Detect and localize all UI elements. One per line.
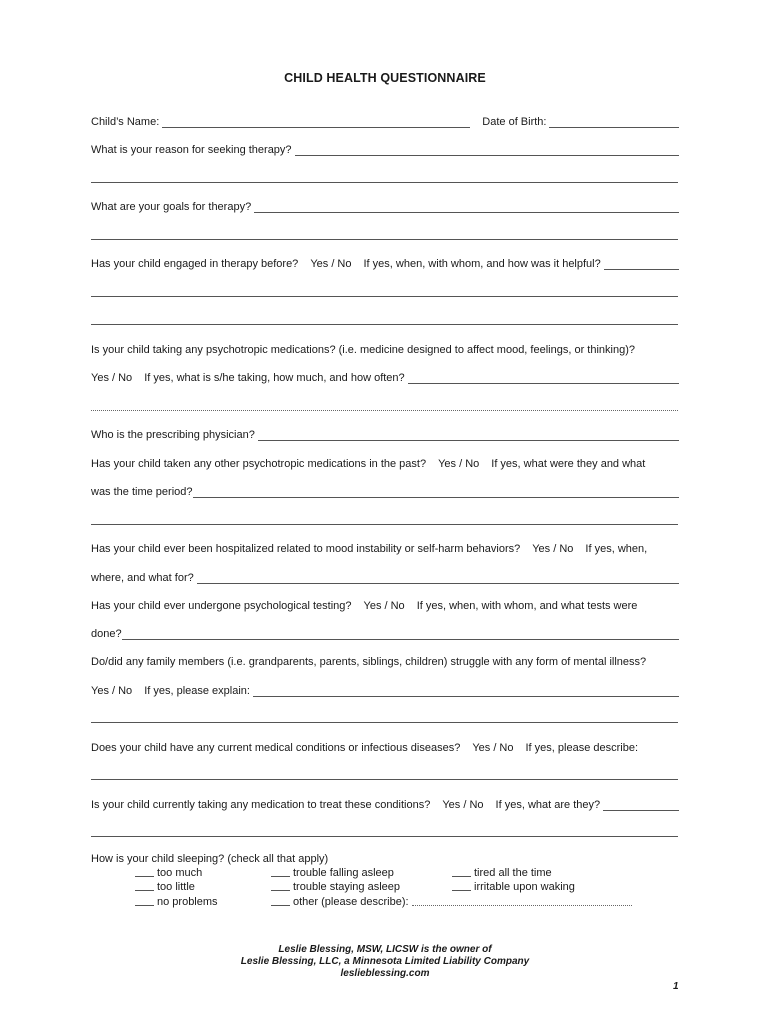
psych-meds-field[interactable] [408,383,679,384]
checkbox-line[interactable] [135,905,154,906]
prescriber-question: Who is the prescribing physician? [91,429,255,441]
goals-row [91,198,679,214]
psych-meds-row [91,341,679,357]
testing-cont-row [91,625,679,641]
family-answer-line[interactable] [91,722,678,723]
dob-label: Date of Birth: [482,116,547,128]
sleep-option-trouble-falling-asleep[interactable] [271,867,394,879]
prior-therapy-field[interactable] [604,269,679,270]
goals-question: What are your goals for therapy? [91,201,252,213]
hospitalized-followup: If yes, when, [585,543,648,555]
family-row [91,653,679,669]
past-meds-cont: was the time period? [91,486,193,498]
prior-therapy-row [91,255,679,271]
checkbox-line[interactable] [271,876,290,877]
sleep-option-irritable[interactable] [452,881,575,893]
testing-field[interactable] [122,639,679,640]
reason-question: What is your reason for seeking therapy? [91,144,292,156]
footer-company: Leslie Blessing, LLC, a Minnesota Limited Liability Company [240,956,530,967]
checkbox-line[interactable] [452,876,471,877]
hospitalized-row [91,540,679,556]
family-followup-row [91,682,679,698]
hospitalized-cont-row [91,569,679,585]
medication-question: Is your child currently taking any medication to treat these conditions? [91,799,431,811]
medical-question: Does your child have any current medical conditions or infectious diseases? [91,742,461,754]
family-yes-no[interactable]: Yes / No [91,685,133,697]
testing-yes-no[interactable]: Yes / No [363,600,405,612]
medical-row [91,739,679,755]
goals-field[interactable] [254,212,679,213]
child-info-row [91,113,679,129]
medication-answer-line[interactable] [91,836,678,837]
medical-yes-no[interactable]: Yes / No [472,742,514,754]
checkbox-line[interactable] [271,905,290,906]
sleep-other-field[interactable] [412,905,632,906]
prior-therapy-answer-line-2[interactable] [91,324,678,325]
testing-row [91,597,679,613]
family-question: Do/did any family members (i.e. grandparents, parents, siblings, children) struggle with any form of mental illness? [91,656,647,668]
prescriber-row [91,426,679,442]
sleep-option-label: trouble falling asleep [293,867,394,879]
past-meds-row [91,455,679,471]
medical-answer-line[interactable] [91,779,678,780]
testing-cont: done? [91,628,122,640]
past-meds-answer-line[interactable] [91,524,678,525]
sleep-option-tired[interactable] [452,867,552,879]
family-field[interactable] [253,696,679,697]
psych-meds-answer-line[interactable] [91,410,678,411]
sleep-option-label: too much [157,867,203,879]
psych-meds-followup-row [91,369,679,385]
checkbox-line[interactable] [135,890,154,891]
medical-followup: If yes, please describe: [525,742,639,754]
dob-field[interactable] [549,127,679,128]
checkbox-line[interactable] [135,876,154,877]
medication-field[interactable] [603,810,679,811]
page-number: 1 [673,981,679,992]
sleep-option-label: no problems [157,896,218,908]
past-meds-yes-no[interactable]: Yes / No [438,458,480,470]
sleep-option-other[interactable] [271,896,632,908]
sleep-option-no-problems[interactable] [135,896,218,908]
sleep-option-label: tired all the time [474,867,552,879]
reason-row [91,141,679,157]
goals-answer-line[interactable] [91,239,678,240]
prior-therapy-followup: If yes, when, with whom, and how was it helpful? [363,258,601,270]
past-meds-question: Has your child taken any other psychotropic medications in the past? [91,458,427,470]
prior-therapy-answer-line-1[interactable] [91,296,678,297]
past-meds-followup: If yes, what were they and what [491,458,646,470]
hospitalized-field[interactable] [197,583,679,584]
sleep-option-label: other (please describe): [293,896,409,908]
hospitalized-cont: where, and what for? [91,572,194,584]
prior-therapy-yes-no[interactable]: Yes / No [310,258,352,270]
sleep-question: How is your child sleeping? (check all that apply) [91,853,329,865]
hospitalized-yes-no[interactable]: Yes / No [532,543,574,555]
sleep-option-too-much[interactable] [135,867,202,879]
page-title: CHILD HEALTH QUESTIONNAIRE [284,71,486,85]
psych-meds-question: Is your child taking any psychotropic medications? (i.e. medicine designed to affect mood, feelings, or thinking)? [91,344,635,356]
testing-question: Has your child ever undergone psychological testing? [91,600,352,612]
child-name-field[interactable] [162,127,470,128]
psych-meds-yes-no[interactable]: Yes / No [91,372,133,384]
checkbox-line[interactable] [452,890,471,891]
medication-followup: If yes, what are they? [495,799,601,811]
past-meds-field[interactable] [193,497,680,498]
reason-answer-line[interactable] [91,182,678,183]
sleep-option-label: too little [157,881,195,893]
footer-website: leslieblessing.com [340,968,430,979]
sleep-option-too-little[interactable] [135,881,195,893]
family-followup: If yes, please explain: [144,685,250,697]
sleep-option-trouble-staying-asleep[interactable] [271,881,400,893]
prescriber-field[interactable] [258,440,679,441]
child-name-label: Child’s Name: [91,116,160,128]
footer-owner: Leslie Blessing, MSW, LICSW is the owner of [278,944,492,955]
sleep-option-label: irritable upon waking [474,881,575,893]
medication-yes-no[interactable]: Yes / No [442,799,484,811]
testing-followup: If yes, when, with whom, and what tests were [416,600,638,612]
reason-field[interactable] [295,155,679,156]
checkbox-line[interactable] [271,890,290,891]
psych-meds-followup: If yes, what is s/he taking, how much, and how often? [144,372,405,384]
sleep-option-label: trouble staying asleep [293,881,401,893]
medication-row [91,796,679,812]
past-meds-cont-row [91,483,679,499]
prior-therapy-question: Has your child engaged in therapy before? [91,258,299,270]
hospitalized-question: Has your child ever been hospitalized related to mood instability or self-harm behaviors? [91,543,521,555]
